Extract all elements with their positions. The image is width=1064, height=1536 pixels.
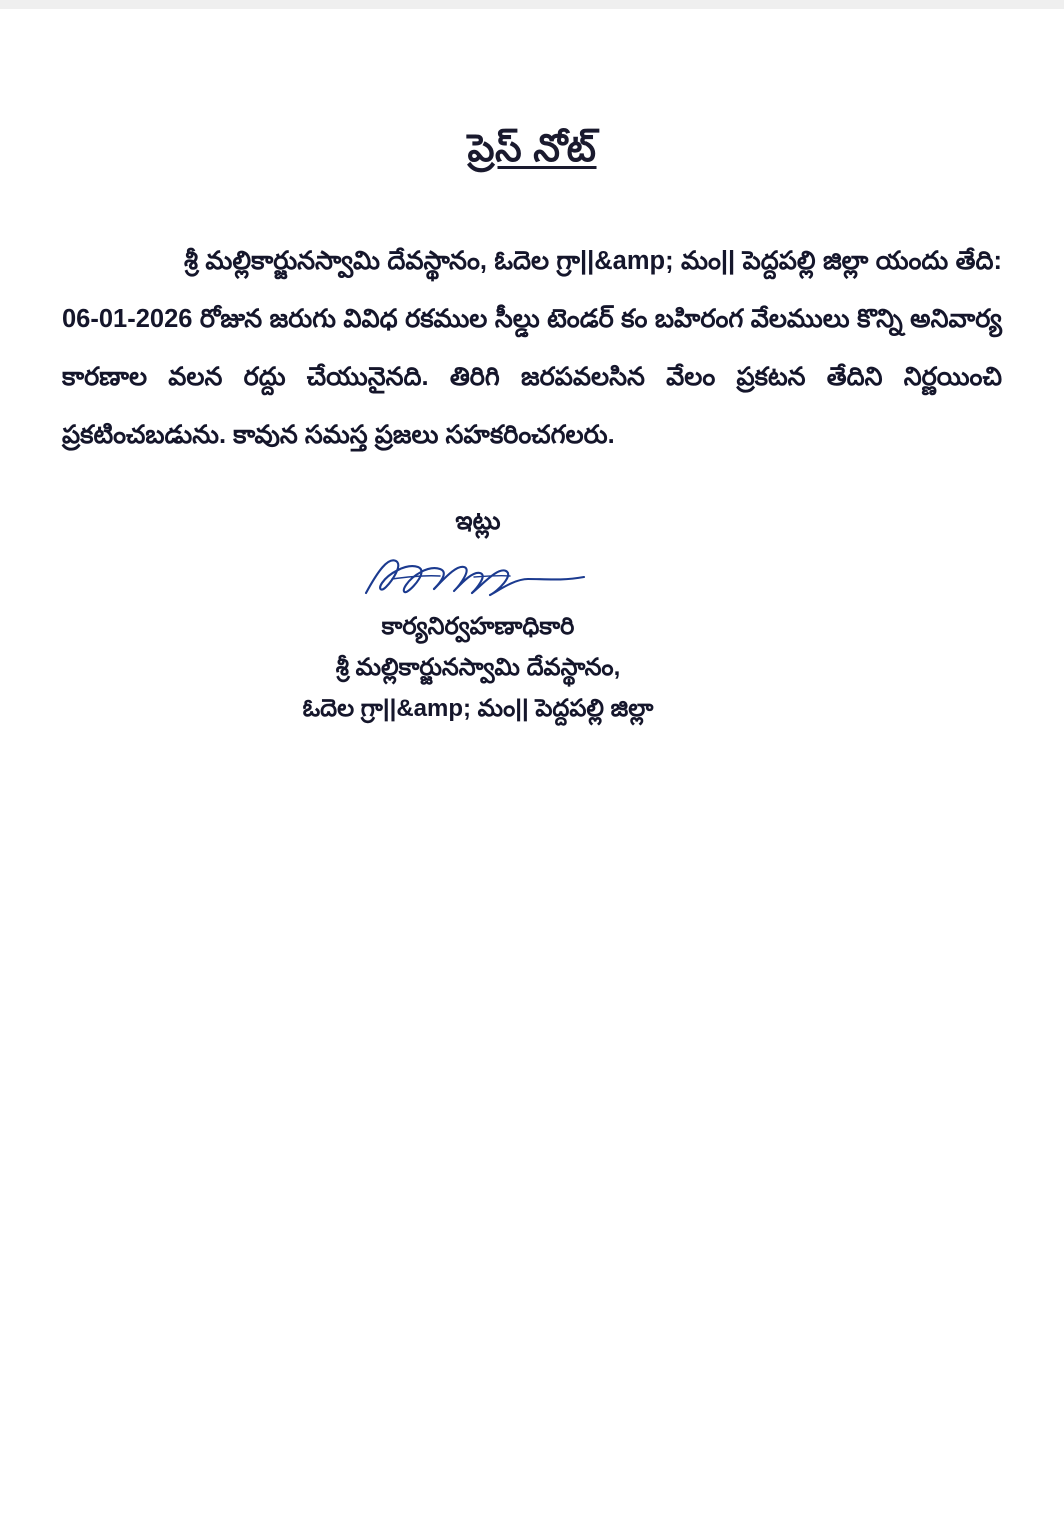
signatory-address: ఓదెల గ్రా||&amp; మం|| పెద్దపల్లి జిల్లా	[302, 695, 654, 723]
handwritten-signature	[303, 548, 654, 606]
closing-salutation: ఇట్లు	[455, 506, 501, 535]
notice-paragraph-text: శ్రీ మల్లికార్జునస్వామి దేవస్థానం, ఓదెల గ్రా||&amp; మం|| పెద్దపల్లి జిల్లా యందు తేది: 06-01-2026 రోజున జరుగు వివిధ రకముల సీల్డు టెండర్ కం బహిరంగ వేలములు కొన్ని అనివార్య కారణాల వలన రద్దు చేయునైనది. తిరిగి జరపవలసిన వేలం ప్రకటన తేదిని నిర్ణయించి ప్రకటించబడును. కావున సమస్త ప్రజలు సహకరించగలరు.	[62, 247, 1002, 450]
signatory-institution: శ్రీ మల్లికార్జునస్వామి దేవస్థానం,	[335, 653, 621, 681]
page-top-strip	[0, 0, 1064, 9]
notice-body	[62, 232, 1002, 465]
signatory-designation: కార్యనిర్వహణాధికారి	[381, 612, 575, 640]
signature-block	[0, 507, 956, 730]
page-title: ప్రెస్ నోట్	[467, 128, 597, 170]
